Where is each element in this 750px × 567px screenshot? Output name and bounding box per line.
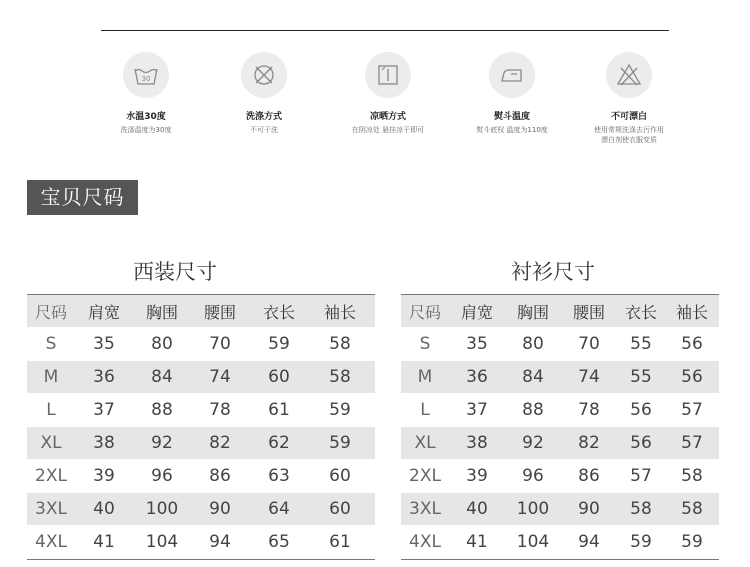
table-cell: L	[420, 400, 430, 420]
table-cell: 40	[93, 499, 115, 519]
no-bleach-icon	[614, 60, 644, 90]
table-cell: 88	[522, 400, 544, 420]
table-cell: 96	[151, 466, 173, 486]
table-cell: 40	[466, 499, 488, 519]
table-row	[401, 361, 719, 394]
suit-table-title: 西装尺寸	[133, 260, 217, 284]
table-cell: 86	[209, 466, 231, 486]
care-item-wash-method	[209, 52, 319, 135]
table-cell: 70	[578, 334, 600, 354]
header-cell: 衣长	[624, 302, 657, 322]
table-cell: 56	[681, 367, 703, 387]
svg-text:30: 30	[141, 75, 151, 83]
table-cell: 55	[630, 334, 652, 354]
table-cell: 55	[630, 367, 652, 387]
table-cell: 35	[93, 334, 115, 354]
header-cell: 腰围	[572, 302, 605, 322]
table-cell: 88	[151, 400, 173, 420]
table-row	[401, 493, 719, 526]
care-title: 洗涤方式	[245, 112, 282, 122]
care-desc: 不可干洗	[250, 126, 278, 134]
table-cell: 4XL	[35, 532, 67, 552]
header-cell: 袖长	[323, 302, 356, 322]
table-row	[401, 394, 719, 427]
table-cell: S	[45, 334, 57, 354]
header-cell: 袖长	[675, 302, 708, 322]
table-cell: 90	[209, 499, 231, 519]
table-cell: 60	[329, 466, 351, 486]
header-cell: 腰围	[203, 302, 236, 322]
table-cell: 36	[93, 367, 115, 387]
table-cell: S	[419, 334, 431, 354]
table-cell: 58	[329, 367, 351, 387]
table-cell: 58	[681, 466, 703, 486]
table-cell: 60	[268, 367, 290, 387]
shirt-table-title: 衬衫尺寸	[511, 260, 595, 284]
care-title: 凉晒方式	[369, 112, 406, 122]
table-cell: 100	[145, 499, 179, 519]
table-row	[27, 493, 375, 526]
table-header-row	[401, 295, 719, 328]
table-cell: 90	[578, 499, 600, 519]
table-cell: 94	[578, 532, 600, 552]
table-cell: 38	[93, 433, 115, 453]
table-cell: XL	[414, 433, 436, 453]
table-row	[27, 526, 375, 559]
care-desc: 使用常规洗涤去污作用	[594, 126, 664, 134]
table-cell: L	[46, 400, 56, 420]
iron-icon	[497, 60, 527, 90]
table-cell: 37	[93, 400, 115, 420]
header-cell: 衣长	[262, 302, 295, 322]
table-cell: 38	[466, 433, 488, 453]
table-cell: 2XL	[35, 466, 67, 486]
table-cell: 39	[466, 466, 488, 486]
table-cell: 104	[145, 532, 179, 552]
table-row	[401, 427, 719, 460]
table-row	[27, 460, 375, 493]
table-cell: 78	[578, 400, 600, 420]
table-cell: XL	[40, 433, 62, 453]
table-cell: 3XL	[409, 499, 441, 519]
table-cell: 92	[522, 433, 544, 453]
header-cell: 胸围	[145, 302, 178, 322]
table-row	[27, 328, 375, 361]
table-row	[401, 328, 719, 361]
table-row	[27, 394, 375, 427]
table-cell: 80	[522, 334, 544, 354]
table-cell: M	[43, 367, 59, 387]
table-cell: 59	[681, 532, 703, 552]
table-row	[27, 427, 375, 460]
table-cell: 100	[516, 499, 550, 519]
table-cell: 56	[681, 334, 703, 354]
table-row	[401, 526, 719, 559]
wash-30-icon	[131, 60, 161, 90]
table-cell: 74	[578, 367, 600, 387]
table-row	[27, 361, 375, 394]
table-cell: 61	[329, 532, 351, 552]
care-desc: 洗涤温度为30度	[120, 126, 172, 134]
care-desc: 熨斗底权 温度为110度	[476, 126, 548, 134]
table-cell: 70	[209, 334, 231, 354]
care-item-dry-method	[333, 52, 443, 135]
table-cell: 39	[93, 466, 115, 486]
table-cell: 96	[522, 466, 544, 486]
table-cell: 64	[268, 499, 290, 519]
table-cell: M	[417, 367, 433, 387]
top-divider	[101, 30, 669, 31]
table-cell: 57	[681, 433, 703, 453]
line-dry-icon	[373, 60, 403, 90]
table-cell: 78	[209, 400, 231, 420]
table-cell: 36	[466, 367, 488, 387]
table-cell: 84	[522, 367, 544, 387]
care-title: 熨斗温度	[493, 112, 530, 122]
table-cell: 80	[151, 334, 173, 354]
table-cell: 59	[329, 433, 351, 453]
header-cell: 胸围	[516, 302, 549, 322]
header-cell: 肩宽	[460, 302, 493, 322]
table-cell: 104	[516, 532, 550, 552]
table-cell: 37	[466, 400, 488, 420]
header-cell: 尺码	[408, 302, 441, 322]
table-header-row	[27, 295, 375, 328]
section-tag: 宝贝尺码	[27, 180, 138, 215]
shirt-size-table	[401, 294, 719, 560]
table-cell: 4XL	[409, 532, 441, 552]
table-cell: 41	[466, 532, 488, 552]
suit-size-table	[27, 294, 375, 560]
table-cell: 2XL	[409, 466, 441, 486]
table-cell: 82	[578, 433, 600, 453]
table-cell: 84	[151, 367, 173, 387]
table-cell: 92	[151, 433, 173, 453]
table-cell: 58	[630, 499, 652, 519]
care-item-no-bleach	[574, 52, 684, 145]
table-cell: 60	[329, 499, 351, 519]
table-cell: 58	[681, 499, 703, 519]
table-cell: 56	[630, 433, 652, 453]
care-item-iron-temp	[457, 52, 567, 135]
table-cell: 74	[209, 367, 231, 387]
no-dry-clean-icon	[249, 60, 279, 90]
table-cell: 94	[209, 532, 231, 552]
care-desc: 漂白剂使衣服变质	[601, 136, 657, 144]
header-cell: 肩宽	[87, 302, 120, 322]
table-cell: 82	[209, 433, 231, 453]
table-cell: 63	[268, 466, 290, 486]
table-row	[401, 460, 719, 493]
header-cell: 尺码	[34, 302, 67, 322]
table-cell: 57	[681, 400, 703, 420]
table-cell: 62	[268, 433, 290, 453]
care-desc: 在阴凉处 悬挂凉干即可	[351, 126, 425, 134]
care-title: 水温30度	[126, 112, 166, 122]
table-cell: 41	[93, 532, 115, 552]
table-cell: 59	[268, 334, 290, 354]
table-cell: 65	[268, 532, 290, 552]
table-cell: 58	[329, 334, 351, 354]
table-cell: 57	[630, 466, 652, 486]
care-item-water-temp	[91, 52, 201, 135]
table-cell: 3XL	[35, 499, 67, 519]
table-cell: 35	[466, 334, 488, 354]
table-cell: 59	[329, 400, 351, 420]
care-title: 不可漂白	[610, 112, 647, 122]
table-cell: 59	[630, 532, 652, 552]
table-cell: 86	[578, 466, 600, 486]
table-cell: 56	[630, 400, 652, 420]
table-cell: 61	[268, 400, 290, 420]
